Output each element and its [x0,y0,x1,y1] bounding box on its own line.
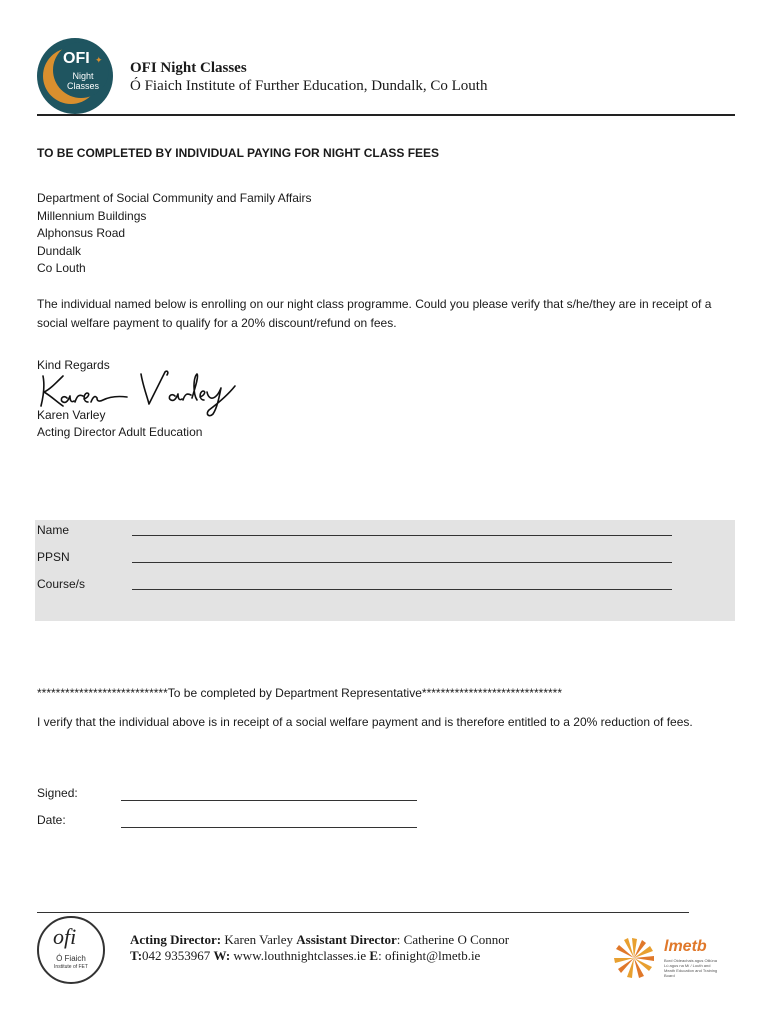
logo-sub: Institute of FET [54,964,88,970]
logo-ofi-text: OFI [63,50,90,67]
acting-director-name: Karen Varley [221,932,297,947]
name-field[interactable] [132,535,672,536]
signed-row [37,786,437,806]
address-line: Department of Social Community and Family Affairs [37,191,312,205]
ppsn-field[interactable] [132,562,672,563]
tel-number: 042 9353967 [142,948,214,963]
website-link[interactable]: www.louthnightclasses.ie [230,948,370,963]
logo-night-classes-text: Night Classes [67,71,100,91]
address-block [37,190,312,278]
applicant-details-box [35,520,735,621]
department-section-heading: ****************************To be completed by Department Representative****************************** [37,686,562,700]
intro-paragraph: The individual named below is enrolling on our night class programme. Could you please verify that s/he/they are in receipt of a social welfare payment to qualify for a 20% discount/refund on fees. [37,297,712,330]
lmetb-brand: lmetb [664,938,707,955]
page-title: OFI Night Classes [130,60,247,76]
lmetb-logo [612,936,722,982]
logo-ofi-script: ofi [53,924,77,949]
name-row [37,523,733,543]
signer-name: Karen Varley [37,408,106,422]
name-label: Name [37,523,70,537]
address-line: Co Louth [37,261,86,275]
assistant-director-name: : Catherine O Connor [396,932,510,947]
email-label: E [369,948,379,963]
signed-label: Signed: [37,786,78,800]
signed-field[interactable] [121,800,417,801]
footer-divider [37,912,689,913]
address-line: Dundalk [37,243,82,258]
address-line: Millennium Buildings [37,208,147,223]
footer-contacts [130,948,480,964]
institute-subtitle: Ó Fiaich Institute of Further Education, Dundalk, Co Louth [130,78,488,94]
star-icon: ✦ [95,56,103,66]
date-field[interactable] [121,827,417,828]
sunburst-icon [612,936,656,980]
form-heading: TO BE COMPLETED BY INDIVIDUAL PAYING FOR NIGHT CLASS FEES [37,146,440,160]
address-line: Alphonsus Road [37,226,126,240]
logo-name: Ó Fiaich [56,954,86,963]
email-link[interactable]: : ofinight@lmetb.ie [378,948,481,963]
course-field[interactable] [132,589,672,590]
ofiaich-institute-logo [37,916,105,984]
acting-director-label: Acting Director: [130,932,222,947]
lmetb-tagline: Bord Oideachais agus Oiliúna Lú agus na Mí / Louth and Meath Education and Training Board [664,958,718,978]
footer-directors [130,932,509,948]
assistant-director-label: Assistant Director [296,932,397,947]
date-label: Date: [37,813,66,827]
date-row [37,813,437,833]
closing-text: Kind Regards [37,358,110,372]
signer-block [37,407,202,441]
course-row [37,577,733,597]
course-label: Course/s [37,577,86,591]
verification-paragraph: I verify that the individual above is in receipt of a social welfare payment and is therefore entitled to a 20% reduction of fees. [37,715,693,729]
web-label: W: [213,948,231,963]
ppsn-label: PPSN [37,550,70,564]
signer-role: Acting Director Adult Education [37,425,203,439]
ppsn-row [37,550,733,570]
header-divider [37,114,735,116]
ofi-night-classes-logo [37,38,113,114]
tel-label: T: [130,948,143,963]
